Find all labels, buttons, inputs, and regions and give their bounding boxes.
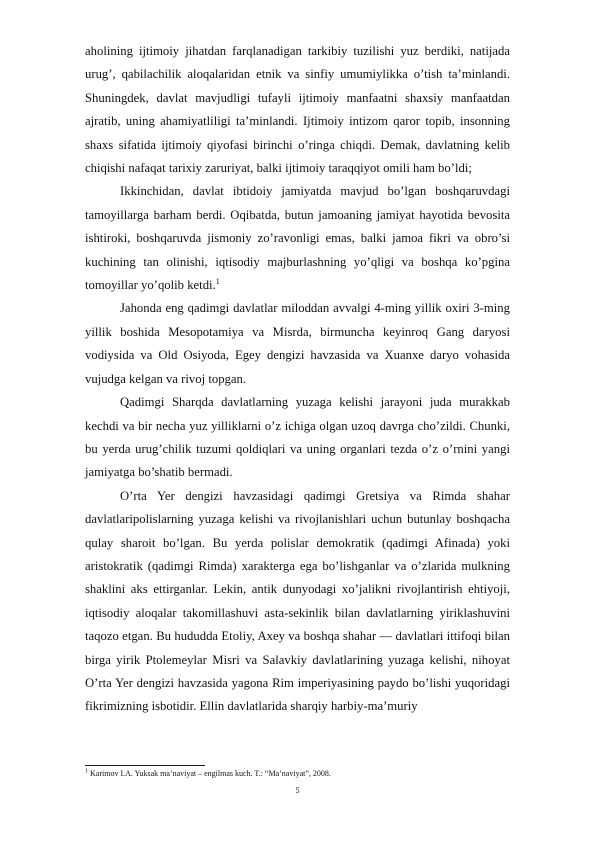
footnote-marker: 1: [85, 768, 88, 775]
footnote-reference[interactable]: 1: [215, 276, 220, 286]
footnote: [85, 768, 510, 780]
body-text: [85, 40, 510, 719]
paragraph-3: Jahonda eng qadimgi davlatlar miloddan avvalgi 4-ming yillik oxiri 3-ming yillik boshida Mesopotamiya va Misrda, birmuncha keyinroq Gang daryosi vodiysida va Old Osiyoda, Egey dengizi havzasida va Xuanxe daryo vohasida vujudga kelgan va rivoj topgan.: [85, 301, 510, 386]
footnote-text: Karimov I.A. Yuksak ma’naviyat – engilmas kuch. T.: “Ma’naviyat”, 2008.: [90, 769, 331, 778]
paragraph-2-text: Ikkinchidan, davlat ibtidoiy jamiyatda mavjud bo’lgan boshqaruvdagi tamoyillarga barham berdi. Oqibatda, butun jamoaning jamiyat hayotida bevosita ishtiroki, boshqaruvda jismoniy zo’ravonligi emas, balki jamoa fikri va obro’si kuchining tan olinishi, iqtisodiy majburlashning yo’qligi va boshqa ko’pgina tomoyillar yo’qolib ketdi.: [85, 184, 510, 293]
page-number: 5: [295, 786, 300, 795]
paragraph-5: O’rta Yer dengizi havzasidagi qadimgi Gretsiya va Rimda shahar davlatlaripolislarning yuzaga kelishi va rivojlanishlari uchun butunlay boshqacha qulay sharoit bo’lgan. Bu yerda polislar demokratik (qadimgi Afinada) yoki aristokratik (qadimgi Rimda) xarakterga ega bo’lishganlar va o’zlarida mulkning shaklini aks ettirganlar. Lekin, antik dunyodagi xo’jalikni rivojlantirish ehtiyoji, iqtisodiy aloqalar takomillashuvi asta-sekinlik bilan davlatlarning yiriklashuvini taqozo etgan. Bu hududda Etoliy, Axey va boshqa shahar — davlatlari ittifoqi bilan birga yirik Ptolemeylar Misri va Salavkiy davlatlarining yuzaga kelishi, nihoyat O’rta Yer dengizi havzasida yagona Rim imperiyasining paydo bo’lishi yuqoridagi fikrimizning isbotidir. Ellin davlatlarida sharqiy harbiy-ma’muriy: [85, 488, 510, 714]
footnote-separator: [85, 765, 205, 766]
paragraph-4: Qadimgi Sharqda davlatlarning yuzaga kelishi jarayoni juda murakkab kechdi va bir necha yuz yilliklarni o’z ichiga olgan uzoq davrga cho’zildi. Chunki, bu yerda urug’chilik tuzumi qoldiqlari va uning organlari tezda o’z o’rnini yangi jamiyatga bo’shatib bermadi.: [85, 395, 510, 480]
paragraph-1: aholining ijtimoiy jihatdan farqlanadigan tarkibiy tuzilishi yuz berdiki, natijada urug’, qabilachilik aloqalaridan etnik va sinfiy umumiylikka o’tish ta’minlandi. Shuningdek, davlat mavjudligi tufayli ijtimoiy manfaatni shaxsiy manfaatdan ajratib, uning ahamiyatliligi ta’minlandi. Ijtimoiy intizom qaror topib, insonning shaxs sifatida ijtimoiy qiyofasi birinchi o’ringa chiqdi. Demak, davlatning kelib chiqishi nafaqat tarixiy zaruriyat, balki ijtimoiy taraqqiyot omili ham bo’ldi;: [85, 44, 510, 176]
paragraph-2: [85, 180, 510, 297]
